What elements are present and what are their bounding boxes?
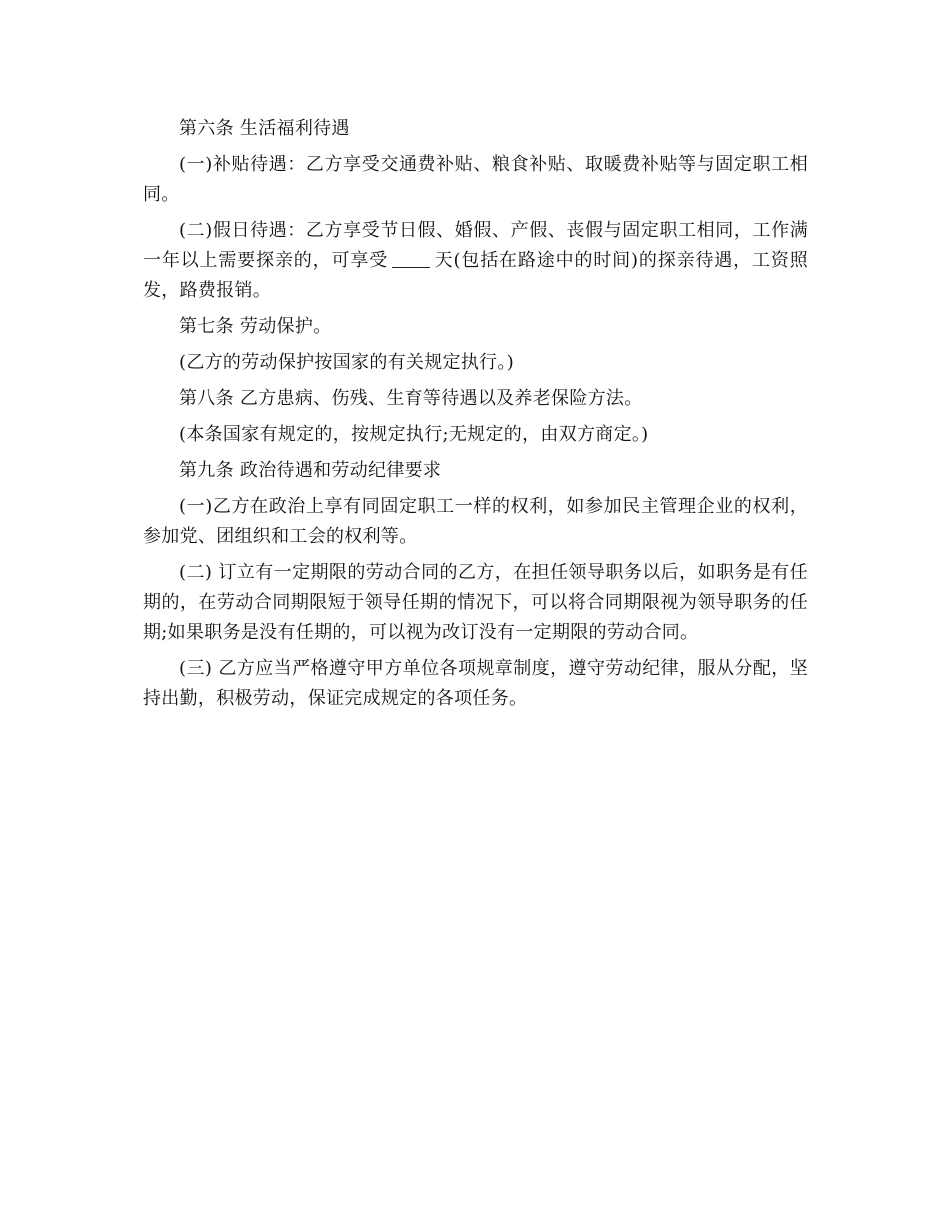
article-6-heading: 第六条 生活福利待遇: [179, 118, 350, 139]
document-body: [143, 114, 808, 720]
article-8-heading: 第八条 乙方患病、伤残、生育等待遇以及养老保险方法。: [179, 388, 643, 409]
article-9-clause-3: (三) 乙方应当严格遵守甲方单位各项规章制度，遵守劳动纪律，服从分配，坚持出勤，积极劳动，保证完成规定的各项任务。: [143, 658, 808, 709]
article-9-clause-2: (二) 订立有一定期限的劳动合同的乙方，在担任领导职务以后，如职务是有任期的，在劳动合同期限短于领导任期的情况下，可以将合同期限视为领导职务的任期;如果职务是没有任期的，可以视为改订没有一定期限的劳动合同。: [143, 562, 808, 643]
article-6-clause-1: (一)补贴待遇：乙方享受交通费补贴、粮食补贴、取暖费补贴等与固定职工相同。: [143, 154, 808, 205]
article-8-note: (本条国家有规定的，按规定执行;无规定的，由双方商定。): [179, 424, 649, 445]
article-6-clause-2-part-a: (二)假日待遇：乙方享受节日假、婚假、产假、丧假与固定职工相同，工作满一年以上需要探亲的，可享受: [143, 220, 808, 271]
article-6-clause-2-part-b: 天(包括在路途中的时间)的探亲待遇，工资照发，路费报销。: [143, 250, 809, 301]
article-6-clause-2: [143, 216, 808, 306]
article-9-clause-1: (一)乙方在政治上享有同固定职工一样的权利，如参加民主管理企业的权利，参加党、团组织和工会的权利等。: [143, 496, 808, 547]
fill-in-blank: [392, 249, 430, 268]
article-7-heading: 第七条 劳动保护。: [179, 316, 332, 337]
article-9-heading: 第九条 政治待遇和劳动纪律要求: [179, 460, 442, 481]
article-7-note: (乙方的劳动保护按国家的有关规定执行。): [179, 352, 515, 373]
